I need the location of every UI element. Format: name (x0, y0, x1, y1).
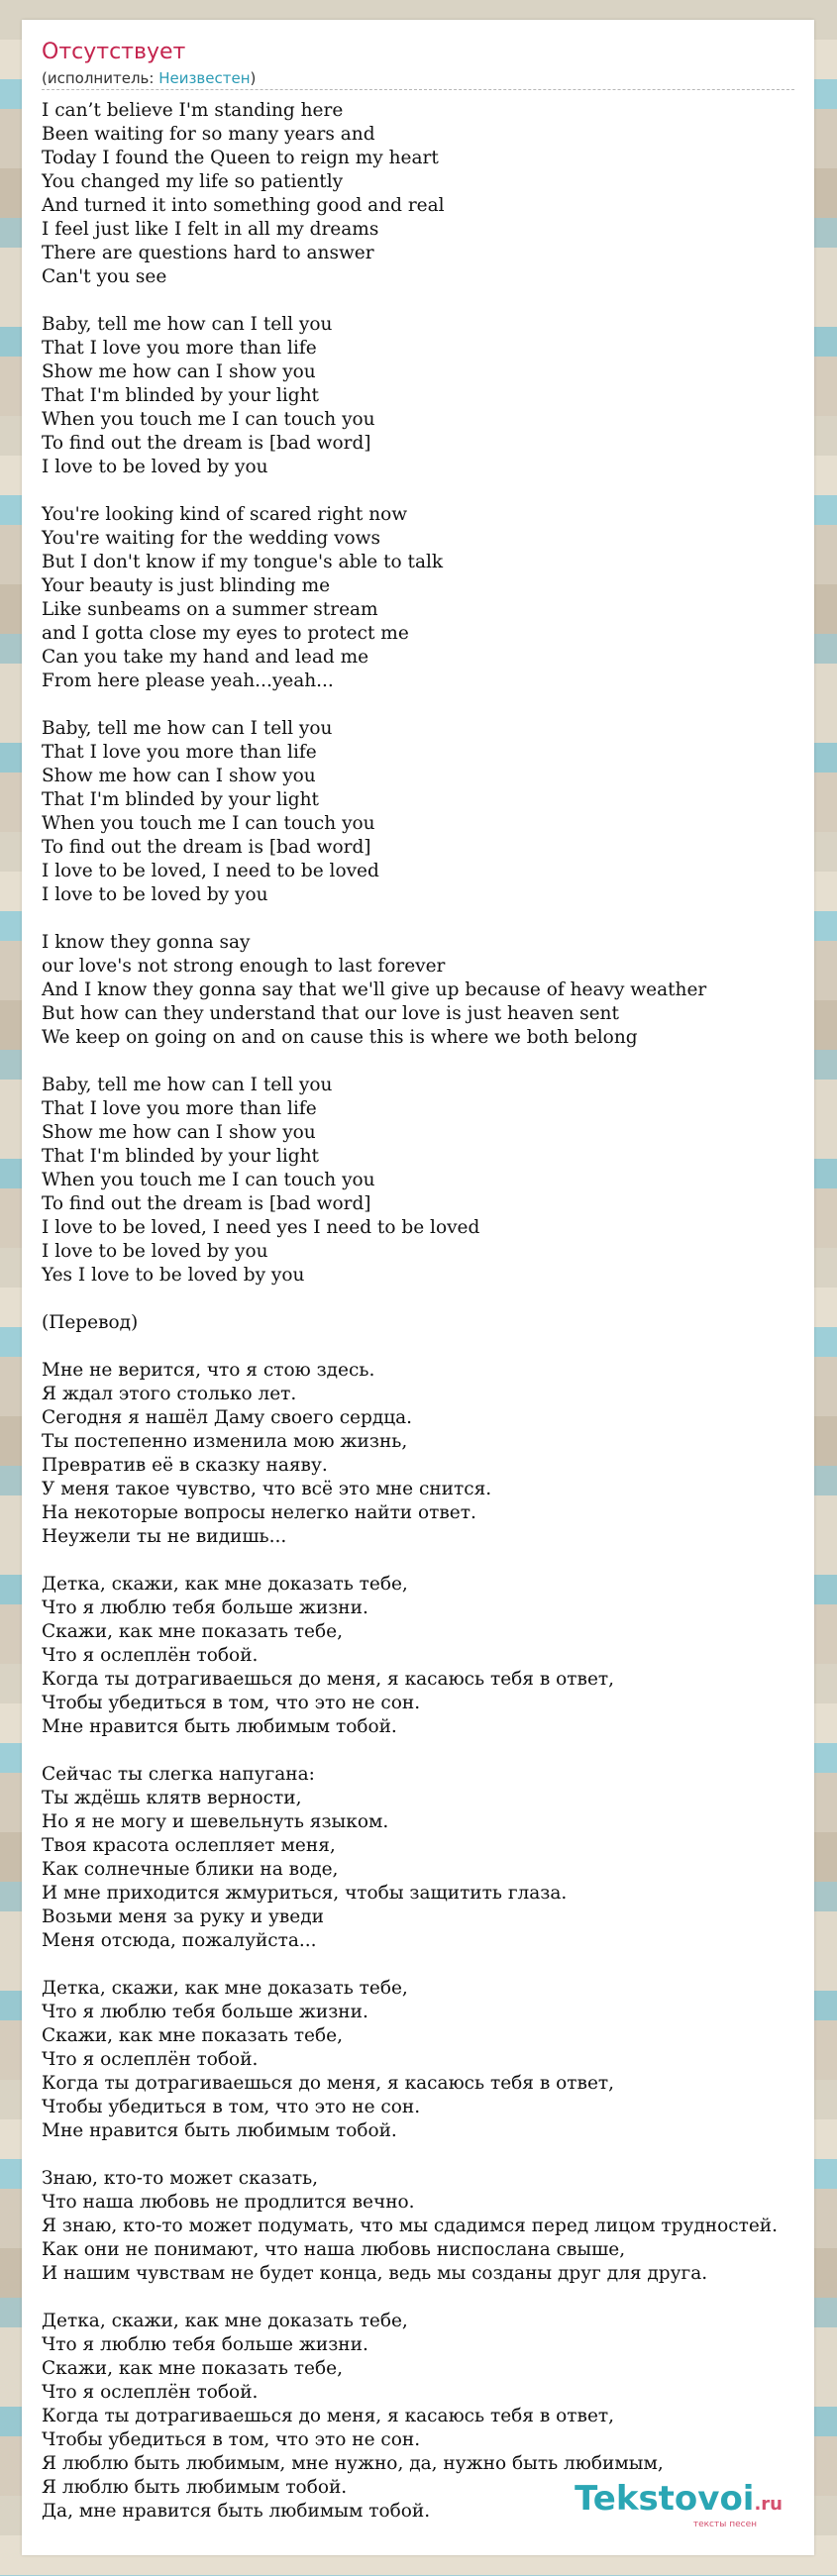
logo-name: Tekstovoi (575, 2479, 755, 2519)
artist-prefix: (исполнитель: (42, 69, 159, 87)
lyrics-page (22, 20, 814, 2555)
title-divider (42, 89, 794, 90)
artist-suffix: ) (250, 69, 257, 87)
logo-tld: .ru (754, 2494, 783, 2515)
song-title: Отсутствует (42, 40, 186, 64)
artist-line (42, 69, 256, 87)
site-logo[interactable] (575, 2479, 783, 2529)
lyrics-text: I can’t believe I'm standing here Been waiting for so many years and Today I found the Queen to reign my heart You changed my life so patiently And turned it into something good and real I feel just like I felt in all my dreams There are questions hard to answer Can't you see Baby, tell me how can I tell you That I love you more than life Show me how can I show you That I'm blinded by your light When you touch me I can touch you To find out the dream is [bad word] I love to be loved by you You're looking kind of scared right now You're waiting for the wedding vows But I don't know if my tongue's able to talk Your beauty is just blinding me Like sunbeams on a summer stream and I gotta close my eyes to protect me Can you take my hand and lead me From here please yeah...yeah... Baby, tell me how can I tell you That I love you more than life Show me how can I show you That I'm blinded by your light When you touch me I can touch you To find out the dream is [bad word] I love to be loved, I need to be loved I love to be loved by you I know they gonna say our love's not strong enough to last forever And I know they gonna say that we'll give up because of heavy weather But how can they understand that our love is just heaven sent We keep on going on and on cause this is where we both belong Baby, tell me how can I tell you That I love you more than life Show me how can I show you That I'm blinded by your light When you touch me I can touch you To find out the dream is [bad word] I love to be loved, I need yes I need to be loved I love to be loved by you Yes I love to be loved by you (Перевод) Мне не верится, что я стою здесь. Я ждал этого столько лет. Сегодня я нашёл Даму своего сердца. Ты постепенно изменила мою жизнь, Превратив её в сказку наяву. У меня такое чувство, что всё это мне снится. На некоторые вопросы нелегко найти ответ. Неужели ты не видишь... Детка, скажи, как мне доказать тебе, Что я люблю тебя больше жизни. Скажи, как мне показать тебе, Что я ослеплён тобой. Когда ты дотрагиваешься до меня, я касаюсь тебя в ответ, Чтобы убедиться в том, что это не сон. Мне нравится быть любимым тобой. Сейчас ты слегка напугана: Ты ждёшь клятв верности, Но я не могу и шевельнуть языком. Твоя красота ослепляет меня, Как солнечные блики на воде, И мне приходится жмуриться, чтобы защитить глаза. Возьми меня за руку и уведи Меня отсюда, пожалуйста... Детка, скажи, как мне доказать тебе, Что я люблю тебя больше жизни. Скажи, как мне показать тебе, Что я ослеплён тобой. Когда ты дотрагиваешься до меня, я касаюсь тебя в ответ, Чтобы убедиться в том, что это не сон. Мне нравится быть любимым тобой. Знаю, кто-то может сказать, Что наша любовь не продлится вечно. Я знаю, кто-то может подумать, что мы сдадимся перед лицом трудностей. Как они не понимают, что наша любовь ниспослана свыше, И нашим чувствам не будет конца, ведь мы созданы друг для друга. Детка, скажи, как мне доказать тебе, Что я люблю тебя больше жизни. Скажи, как мне показать тебе, Что я ослеплён тобой. Когда ты дотрагиваешься до меня, я касаюсь тебя в ответ, Чтобы убедиться в том, что это не сон. Я люблю быть любимым, мне нужно, да, нужно быть любимым, Я люблю быть любимым тобой. Да, мне нравится быть любимым тобой. (42, 100, 779, 2522)
logo-tagline: тексты песен (692, 2520, 757, 2529)
artist-link[interactable]: Неизвестен (158, 69, 251, 87)
